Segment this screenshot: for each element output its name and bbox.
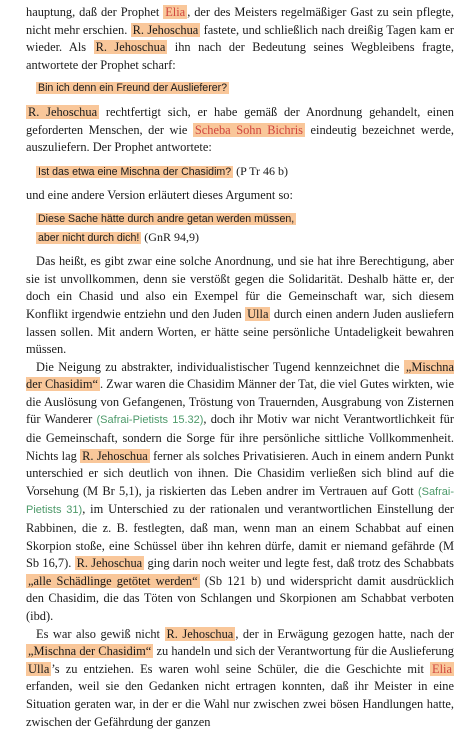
paragraph-4 bbox=[26, 253, 454, 359]
paragraph-5 bbox=[26, 359, 454, 626]
highlighted-quote: Ist das etwa eine Mischna der Chasidim? bbox=[38, 165, 232, 178]
highlighted-quote: Bin ich denn ein Freund der Auslieferer? bbox=[38, 82, 228, 95]
highlight-r-jehoschua: R. Jehoschua bbox=[28, 104, 98, 119]
text: Die Neigung zu abstrakter, individualistischer Tugend kennzeichnet die bbox=[36, 359, 404, 374]
block-quote-1 bbox=[36, 80, 454, 98]
quote-reference: (P Tr 46 b) bbox=[233, 163, 289, 178]
highlight-ulla: Ulla bbox=[28, 661, 50, 676]
highlight-elia: Elia bbox=[165, 5, 186, 19]
text: Das heißt, es gibt zwar eine solche Anordnung, und sie hat ihre Berechtigung, aber sie ist unvollkommen, denn sie verstößt gegen die Solidarität. Deshalb hätte er, der doch ein Chasid und also ein Exempel für die Gemeinschaft war, sich diesem Konflikt irgendwie entziehn und den Juden bbox=[26, 254, 454, 321]
highlight-mischna-der-chasidim: „Mischna der Chasidim“ bbox=[28, 644, 152, 659]
text: , der in Erwägung gezogen hatte, nach der bbox=[235, 626, 454, 641]
paragraph-6 bbox=[26, 626, 454, 731]
citation-safrai: (Safrai-Pietists 15.32) bbox=[96, 414, 204, 427]
text: und eine andere Version erläutert dieses Argument so: bbox=[26, 188, 293, 203]
text: . Zwar waren die Chasidim Männer der Tat, die viel Gutes wirkten, wie die Auslösung von Gefangenen, Tröstung von Trauernden, Ausgrabung von Zisternen für Wanderer bbox=[26, 377, 454, 427]
text: ’s zu entziehen. Es waren wohl seine Schüler, die die Geschichte mit bbox=[51, 661, 431, 676]
text: durch einen andern Juden ausliefern lassen sollen. Mit andern Worten, er hätte seine persönliche Untadeligkeit bewahren müssen. bbox=[26, 306, 455, 357]
highlight-elia: Elia bbox=[432, 661, 452, 676]
text: ihn nach der Bedeutung seines Wegbleibens fragte, antwortete der Prophet scharf: bbox=[26, 40, 454, 72]
block-quote-3 bbox=[36, 211, 454, 247]
quote-reference: (GnR 94,9) bbox=[141, 229, 199, 244]
text: ging darin noch weiter und legte fest, daß trotz des Schabbats bbox=[144, 556, 454, 571]
block-quote-2 bbox=[36, 163, 454, 182]
highlight-r-jehoschua: R. Jehoschua bbox=[166, 626, 234, 641]
highlight-r-jehoschua: R. Jehoschua bbox=[76, 556, 143, 571]
paragraph-2 bbox=[26, 104, 454, 157]
citation-safrai: (Safrai-Pietists 31) bbox=[26, 485, 454, 517]
highlight-r-jehoschua: R. Jehoschua bbox=[82, 448, 148, 463]
text: , im Unterschied zu der rationalen und verantwortlichen Einstellung der Rabbinen, die z. B. festlegten, daß man, wenn man an einem Schabbat auf einen Skorpion stoße, eine Schüssel über ihn kehren dürfe, damit er niemand gefährde (M Sb 16,7). bbox=[26, 502, 454, 571]
highlight-r-jehoschua: R. Jehoschua bbox=[95, 40, 166, 55]
highlighted-quote-line-2: aber nicht durch dich! bbox=[38, 231, 140, 244]
text: , doch ihr Motiv war nicht Verantwortlichkeit für die Gemeinschaft, sondern die Sorge für ihre persönliche sittliche Vollkommenheit. Nichts lag bbox=[26, 412, 454, 463]
text: rechtfertigt sich, er habe gemäß der Anordnung gehandelt, einen geforderten Menschen, der wie bbox=[26, 104, 454, 137]
text: ferner als solches Privatisieren. Auch in einem andern Punkt unterschied er sich deutlich von ihnen. Die Chasidim verließen sich blind auf die Vorsehung (M Br 5,1), ja riskierten das Leben andrer im Vertrauen auf Gott bbox=[26, 448, 454, 498]
highlight-scheba: Scheba Sohn Bichris bbox=[194, 122, 303, 137]
paragraph-1 bbox=[26, 4, 454, 74]
highlight-r-jehoschua: R. Jehoschua bbox=[132, 22, 199, 37]
text: eindeutig bezeichnet werde, auszuliefern. Der Prophet antwortete: bbox=[26, 122, 454, 155]
paragraph-3 bbox=[26, 187, 454, 205]
highlight-alle-schaedlinge: „alle Schädlinge getötet werden“ bbox=[28, 573, 198, 588]
text: hauptung, daß der Prophet bbox=[26, 5, 164, 19]
text: (Sb 121 b) und widerspricht damit ausdrücklich den Chasidim, die das Töten von Schlangen und Skorpionen am Schabbat verboten (ibd). bbox=[26, 573, 454, 623]
text: erfanden, weil sie den Gedanken nicht ertragen konnten, daß ihr Meister in eine Situation geraten war, in der er die Wahl nur zwischen zwei bösen Handlungen hatte, zwischen der Gefährdung der ganzen bbox=[26, 679, 454, 729]
highlight-mischna-der-chasidim: „Mischna der Chasidim“ bbox=[26, 359, 454, 392]
highlighted-quote-line-1: Diese Sache hätte durch andre getan werden müssen, bbox=[38, 212, 295, 225]
text: zu handeln und sich der Verantwortung für die Auslieferung bbox=[153, 644, 454, 659]
highlight-ulla: Ulla bbox=[247, 306, 269, 321]
text: Es war also gewiß nicht bbox=[36, 626, 165, 641]
text: , der des Meisters regelmäßiger Gast zu sein pflegte, nicht mehr erschien. bbox=[26, 5, 454, 37]
text: fastete, und schließlich nach dreißig Tagen kam er wieder. Als bbox=[26, 22, 455, 55]
